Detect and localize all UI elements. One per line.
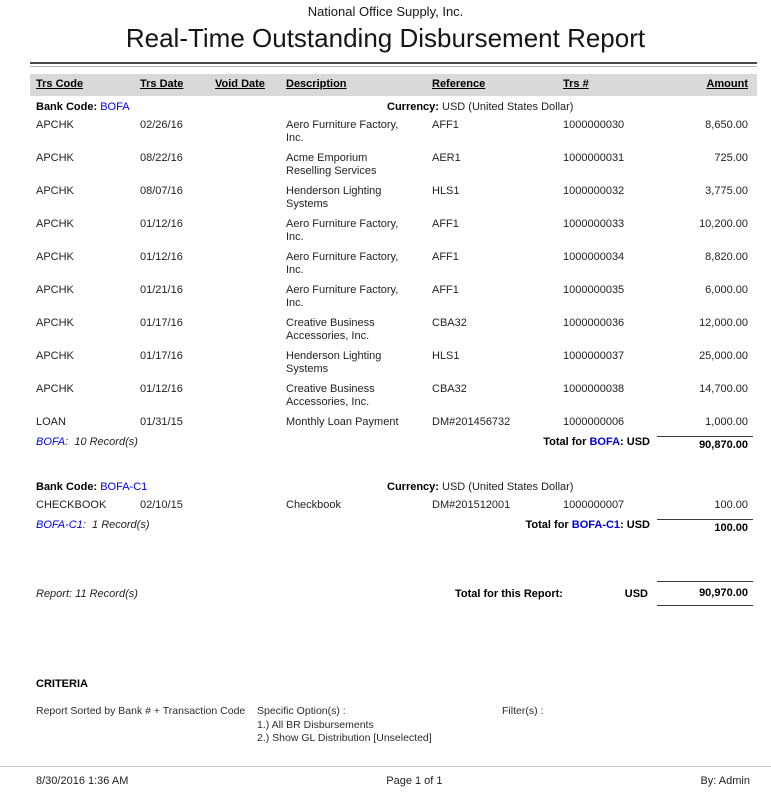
reference-cell: DM#201512001 (432, 499, 511, 511)
footer-datetime: 8/30/2016 1:36 AM (36, 775, 129, 787)
bank-code-row (30, 96, 757, 119)
company-name: National Office Supply, Inc. (307, 4, 464, 19)
table-row (30, 383, 757, 409)
table-row (30, 350, 757, 376)
description-cell: Creative Business Accessories, Inc. (286, 383, 375, 408)
amount-cell: 8,820.00 (705, 251, 748, 263)
void-date-cell (209, 251, 280, 277)
reference-cell: CBA32 (432, 383, 467, 395)
criteria-option-2: 2.) Show GL Distribution [Unselected] (257, 732, 432, 744)
trs-num-cell: 1000000034 (563, 251, 625, 263)
column-header-row (30, 74, 757, 96)
page-footer (0, 766, 771, 787)
void-date-cell (209, 416, 280, 429)
table-row (30, 284, 757, 310)
trs-date-cell: 01/12/16 (140, 383, 183, 395)
bank-code-row (30, 476, 757, 499)
amount-cell: 3,775.00 (705, 185, 748, 197)
footer-user: By: Admin (700, 775, 750, 787)
currency-value: USD (United States Dollar) (442, 481, 574, 493)
reference-cell: CBA32 (432, 317, 467, 329)
description-cell: Checkbook (286, 499, 342, 511)
description-cell: Henderson Lighting Systems (286, 185, 382, 210)
bank-section-bofa (30, 96, 757, 452)
report-total-amount: 90,970.00 (657, 581, 753, 606)
section-total-amount: 100.00 (657, 519, 753, 535)
trs-date-cell: 01/12/16 (140, 251, 183, 263)
table-row (30, 416, 757, 429)
currency-label: Currency: (387, 481, 439, 493)
trs-num-cell: 1000000033 (563, 218, 625, 230)
void-date-cell (209, 284, 280, 310)
trs-num-cell: 1000000036 (563, 317, 625, 329)
reference-cell: AFF1 (432, 119, 459, 131)
trs-code-cell: APCHK (36, 185, 74, 197)
bank-section-bofa-c1 (30, 476, 757, 535)
bank-code-link[interactable]: BOFA (100, 101, 130, 113)
void-date-cell (209, 499, 280, 512)
reference-cell: HLS1 (432, 185, 460, 197)
column-header-void-date[interactable]: Void Date (215, 78, 265, 90)
table-row (30, 317, 757, 343)
section-total-row (30, 436, 757, 452)
table-row (30, 152, 757, 178)
column-header-trs-code[interactable]: Trs Code (36, 78, 84, 90)
section-total-label: Total for BOFA: USD (543, 436, 650, 448)
trs-date-cell: 08/22/16 (140, 152, 183, 164)
criteria-filters-label: Filter(s) : (502, 705, 544, 717)
title-divider (30, 62, 757, 67)
criteria-row (30, 705, 757, 746)
void-date-cell (209, 119, 280, 145)
footer-page-number: Page 1 of 1 (386, 775, 443, 787)
amount-cell: 8,650.00 (705, 119, 748, 131)
reference-cell: AFF1 (432, 284, 459, 296)
void-date-cell (209, 152, 280, 178)
column-header-description[interactable]: Description (286, 78, 347, 90)
void-date-cell (209, 350, 280, 376)
void-date-cell (209, 218, 280, 244)
record-count-bank-code[interactable]: BOFA-C1 (36, 519, 83, 531)
trs-num-cell: 1000000035 (563, 284, 625, 296)
section-total-row (30, 519, 757, 535)
record-count-bank-code[interactable]: BOFA (36, 436, 66, 448)
table-row (30, 251, 757, 277)
rows-container (30, 499, 757, 512)
trs-date-cell: 02/10/15 (140, 499, 183, 511)
trs-num-cell: 1000000031 (563, 152, 625, 164)
amount-cell: 100.00 (714, 499, 748, 511)
amount-cell: 6,000.00 (705, 284, 748, 296)
trs-date-cell: 01/31/15 (140, 416, 183, 428)
rows-container (30, 119, 757, 429)
record-count-value: 10 Record(s) (74, 436, 138, 448)
currency-value: USD (United States Dollar) (442, 101, 574, 113)
bank-code-label: Bank Code: (36, 101, 98, 113)
currency-label: Currency: (387, 101, 439, 113)
description-cell: Creative Business Accessories, Inc. (286, 317, 375, 342)
criteria-options (257, 705, 502, 746)
description-cell: Monthly Loan Payment (286, 416, 399, 428)
criteria-option-1: 1.) All BR Disbursements (257, 718, 374, 731)
description-cell: Aero Furniture Factory, Inc. (286, 251, 399, 276)
trs-date-cell: 02/26/16 (140, 119, 183, 131)
trs-code-cell: APCHK (36, 218, 74, 230)
trs-code-cell: CHECKBOOK (36, 499, 107, 511)
currency-block (387, 101, 573, 114)
section-total-label: Total for BOFA-C1: USD (525, 519, 650, 531)
trs-code-cell: LOAN (36, 416, 66, 428)
total-bank-code[interactable]: BOFA-C1 (571, 519, 621, 531)
trs-date-cell: 01/12/16 (140, 218, 183, 230)
reference-cell: AER1 (432, 152, 461, 164)
bank-code-label: Bank Code: (36, 481, 98, 493)
trs-num-cell: 1000000007 (563, 499, 625, 511)
currency-block (387, 481, 573, 494)
void-date-cell (209, 185, 280, 211)
description-cell: Acme Emporium Reselling Services (286, 152, 377, 177)
amount-cell: 25,000.00 (699, 350, 748, 362)
trs-code-cell: APCHK (36, 350, 74, 362)
report-total-row (30, 581, 757, 606)
trs-date-cell: 08/07/16 (140, 185, 183, 197)
criteria-sort: Report Sorted by Bank # + Transaction Code (36, 705, 246, 717)
trs-num-cell: 1000000030 (563, 119, 625, 131)
amount-cell: 1,000.00 (705, 416, 748, 428)
column-header-trs-num[interactable]: Trs # (563, 78, 589, 90)
bank-code-link[interactable]: BOFA-C1 (100, 481, 148, 493)
report-record-count: Report: 11 Record(s) (36, 587, 138, 600)
trs-code-cell: APCHK (36, 317, 74, 329)
trs-date-cell: 01/21/16 (140, 284, 183, 296)
void-date-cell (209, 383, 280, 409)
description-cell: Aero Furniture Factory, Inc. (286, 284, 399, 309)
criteria-heading: CRITERIA (36, 678, 88, 690)
table-row (30, 499, 757, 512)
section-record-count: BOFA-C1: 1 Record(s) (36, 519, 150, 531)
report-total-currency: USD (624, 587, 648, 600)
trs-date-cell: 01/17/16 (140, 317, 183, 329)
table-row (30, 119, 757, 145)
trs-code-cell: APCHK (36, 284, 74, 296)
description-cell: Aero Furniture Factory, Inc. (286, 218, 399, 243)
trs-date-cell: 01/17/16 (140, 350, 183, 362)
trs-code-cell: APCHK (36, 152, 74, 164)
trs-code-cell: APCHK (36, 251, 74, 263)
section-total-amount: 90,870.00 (657, 436, 753, 452)
trs-num-cell: 1000000032 (563, 185, 625, 197)
table-row (30, 185, 757, 211)
table-row (30, 218, 757, 244)
trs-num-cell: 1000000038 (563, 383, 625, 395)
trs-num-cell: 1000000037 (563, 350, 625, 362)
report-title: Real-Time Outstanding Disbursement Report (125, 23, 646, 53)
total-bank-code[interactable]: BOFA (589, 436, 621, 448)
trs-code-cell: APCHK (36, 383, 74, 395)
amount-cell: 10,200.00 (699, 218, 748, 230)
description-cell: Aero Furniture Factory, Inc. (286, 119, 399, 144)
trs-code-cell: APCHK (36, 119, 74, 131)
reference-cell: AFF1 (432, 218, 459, 230)
column-header-amount[interactable]: Amount (706, 78, 748, 90)
reference-cell: HLS1 (432, 350, 460, 362)
amount-cell: 725.00 (714, 152, 748, 164)
column-header-trs-date[interactable]: Trs Date (140, 78, 184, 90)
column-header-reference[interactable]: Reference (432, 78, 486, 90)
criteria-options-label: Specific Option(s) : (257, 705, 346, 717)
section-record-count: BOFA: 10 Record(s) (36, 436, 138, 448)
report-total-label: Total for this Report: (455, 587, 563, 600)
reference-cell: AFF1 (432, 251, 459, 263)
amount-cell: 12,000.00 (699, 317, 748, 329)
amount-cell: 14,700.00 (699, 383, 748, 395)
reference-cell: DM#201456732 (432, 416, 511, 428)
description-cell: Henderson Lighting Systems (286, 350, 382, 375)
trs-num-cell: 1000000006 (563, 416, 625, 428)
void-date-cell (209, 317, 280, 343)
record-count-value: 1 Record(s) (92, 519, 150, 531)
